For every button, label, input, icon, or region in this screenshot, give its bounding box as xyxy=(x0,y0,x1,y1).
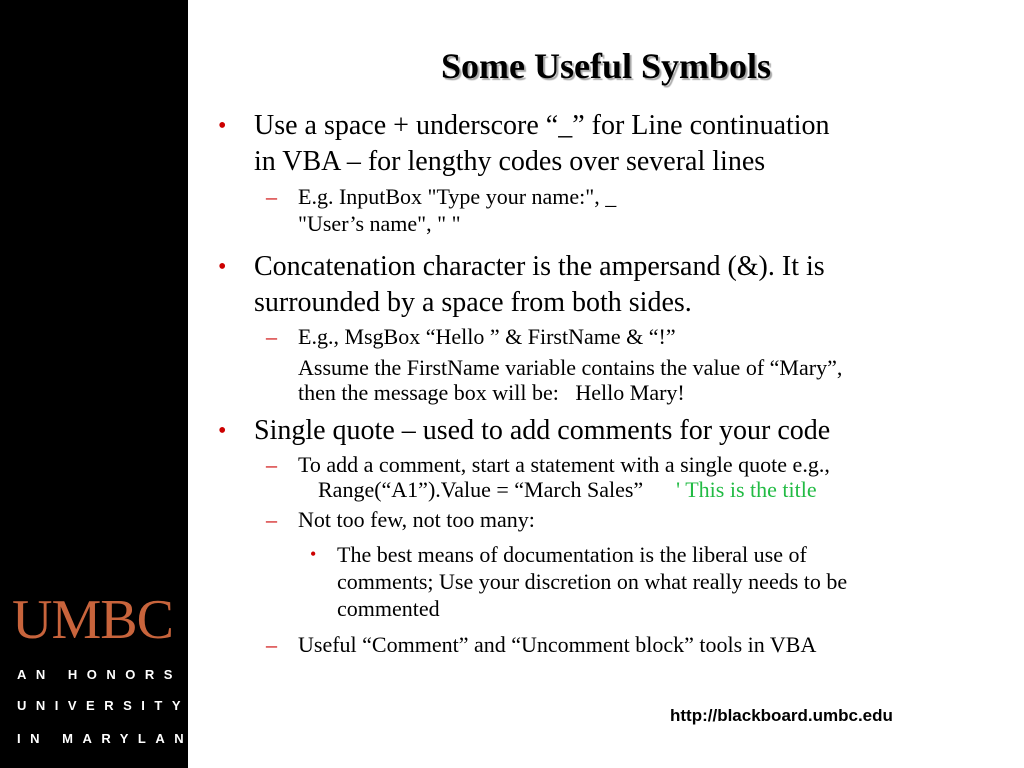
sub-bullet-comment-tools xyxy=(210,631,1000,658)
sidebar xyxy=(0,0,213,768)
note-text: Assume the FirstName variable contains the value of “Mary”, xyxy=(298,355,843,380)
slide-title: Some Useful Symbols xyxy=(440,46,772,86)
code-statement: Range(“A1”).Value = “March Sales” xyxy=(318,477,644,502)
sub-sub-bullet-text: The best means of documentation is the liberal use of xyxy=(337,542,807,567)
logo-line-2: UNIVERSITY xyxy=(17,698,191,713)
bullet-marker: • xyxy=(218,418,227,444)
sub-bullet-text: E.g. InputBox "Type your name:", _ xyxy=(298,184,617,209)
msgbox-note xyxy=(210,355,1000,405)
dash-marker: – xyxy=(266,507,277,532)
bullet-text: Single quote – used to add comments for your code xyxy=(254,415,831,446)
slide-content xyxy=(210,108,1000,658)
sub-sub-bullet-documentation xyxy=(210,541,1000,622)
note-prefix: then the message box will be: xyxy=(298,380,559,405)
umbc-logo-wordmark: UMBC xyxy=(12,589,173,651)
bullet-text: Use a space + underscore “_” for Line continuation xyxy=(254,110,830,141)
bullet-line-continuation xyxy=(210,108,1000,180)
sub-bullet-text: Useful “Comment” and “Uncomment block” tools in VBA xyxy=(298,632,817,657)
bullet-concatenation xyxy=(210,249,1000,321)
sub-bullet-inputbox-example xyxy=(210,183,1000,237)
dash-marker: – xyxy=(266,324,277,349)
logo-line-3: IN MARYLAND xyxy=(17,731,213,746)
sub-sub-bullet-text: commented xyxy=(337,596,440,621)
sub-bullet-msgbox-example xyxy=(210,323,1000,350)
sub-bullet-not-too-few xyxy=(210,506,1000,533)
bullet-single-quote xyxy=(210,413,1000,449)
footer-url[interactable]: http://blackboard.umbc.edu xyxy=(670,706,893,725)
sub-bullet-text: To add a comment, start a statement with a single quote e.g., xyxy=(298,452,830,477)
logo-line-1: AN HONORS xyxy=(17,667,182,682)
note-result: Hello Mary! xyxy=(575,380,685,405)
code-comment: ' This is the title xyxy=(676,477,817,502)
dash-marker: – xyxy=(266,184,277,209)
sub-bullet-add-comment xyxy=(210,452,1000,502)
bullet-text: surrounded by a space from both sides. xyxy=(254,287,692,318)
bullet-marker: • xyxy=(218,113,227,139)
dash-marker: – xyxy=(266,632,277,657)
bullet-text: Concatenation character is the ampersand (&). It is xyxy=(254,251,825,282)
code-example xyxy=(298,477,1000,502)
bullet-text: in VBA – for lengthy codes over several lines xyxy=(254,146,766,177)
sub-bullet-text: E.g., MsgBox “Hello ” & FirstName & “!” xyxy=(298,324,676,349)
sub-bullet-text: Not too few, not too many: xyxy=(298,507,535,532)
dash-marker: – xyxy=(266,452,277,477)
bullet-marker: • xyxy=(310,544,317,564)
note-text xyxy=(298,380,1000,405)
sub-bullet-text: "User’s name", " " xyxy=(298,211,461,236)
sub-sub-bullet-text: comments; Use your discretion on what really needs to be xyxy=(337,569,848,594)
bullet-marker: • xyxy=(218,254,227,280)
